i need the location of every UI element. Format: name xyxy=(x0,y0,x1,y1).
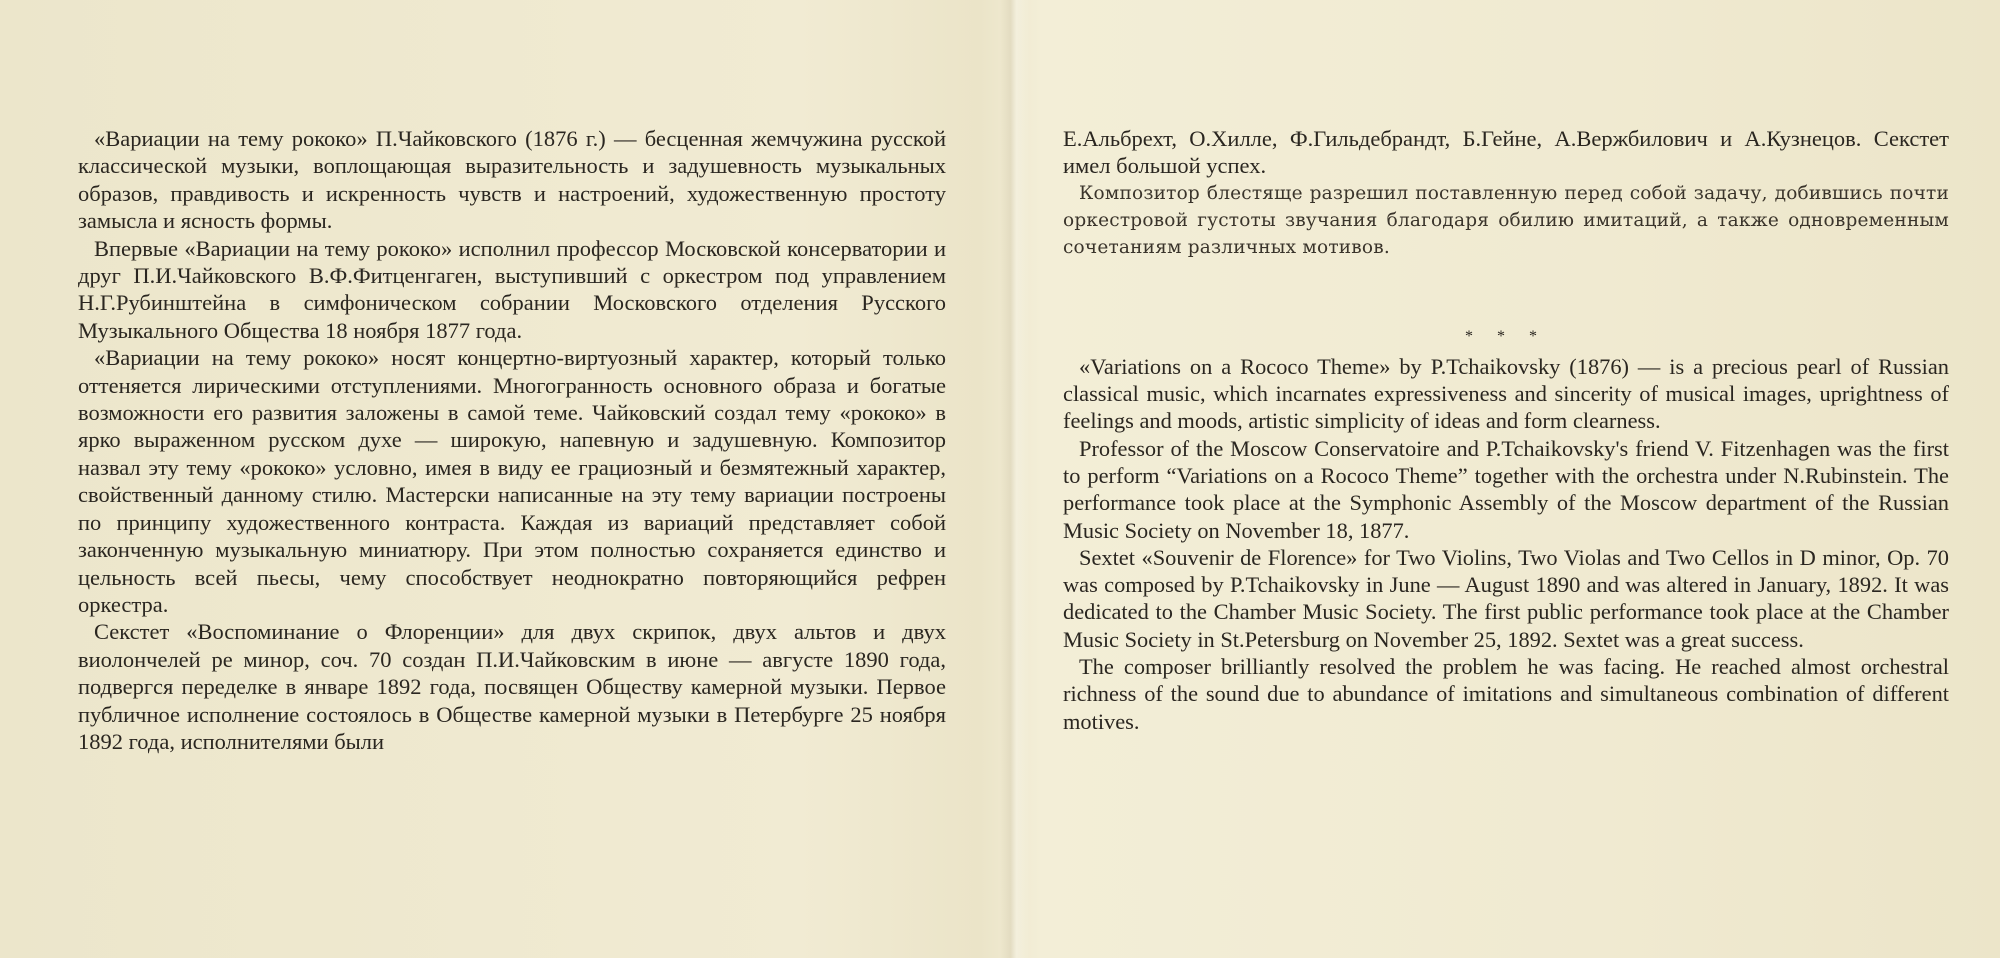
en-paragraph-4: The composer brilliantly resolved the problem he was facing. He reached almost orchestral richness of the sound due to abundance of imitations and simultaneous combination of different motives. xyxy=(1063,654,1949,734)
ru-final-paragraph: Композитор блестяще разрешил поставленную перед собой задачу, добившись почти оркестровой густоты звучания благодаря обилию имитаций, а также одновременным сочетаниям различных мотивов. xyxy=(1063,182,1949,258)
center-fold xyxy=(1000,0,1030,958)
ru-paragraph-2: Впервые «Вариации на тему рококо» исполнил профессор Московской консерватории и друг П.И.Чайковского В.Ф.Фитценгаген, выступивший с оркестром под управлением Н.Г.Рубинштейна в симфоническом собрании Московского отделения Русского Музыкального Общества 18 ноября 1877 года. xyxy=(78,235,946,343)
ru-continuation: Е.Альбрехт, О.Хилле, Ф.Гильдебрандт, Б.Гейне, А.Вержбилович и А.Кузнецов. Секстет имел большой успех. xyxy=(1063,126,1949,179)
en-paragraph-2: Professor of the Moscow Conservatoire and P.Tchaikovsky's friend V. Fitzenhagen was the first to perform “Variations on a Rococo Theme” together with the orchestra under N.Rubinstein. The performance took place at the Symphonic Assembly of the Moscow department of the Russian Music Society on November 18, 1877. xyxy=(1063,435,1949,543)
en-paragraph-3: Sextet «Souvenir de Florence» for Two Violins, Two Violas and Two Cellos in D minor, Op. 70 was composed by P.Tchaikovsky in June — August 1890 and was altered in January, 1892. It was dedicated to the Chamber Music Society. The first public performance took place at the Chamber Music Society in St.Petersburg on November 25, 1892. Sextet was a great success. xyxy=(1063,544,1949,652)
right-page xyxy=(1063,125,1949,735)
left-page xyxy=(78,125,946,755)
en-paragraph-1: «Variations on a Rococo Theme» by P.Tchaikovsky (1876) — is a precious pearl of Russian classical music, which incarnates expressiveness and sincerity of musical images, uprightness of feelings and moods, artistic simplicity of ideas and form clearness. xyxy=(1063,353,1949,434)
ru-paragraph-4: Секстет «Воспоминание о Флоренции» для двух скрипок, двух альтов и двух виолончелей ре минор, соч. 70 создан П.И.Чайковским в июне — августе 1890 года, подвергся переделке в январе 1892 года, посвящен Обществу камерной музыки. Первое публичное исполнение состоялось в Обществе камерной музыки в Петербурге 25 ноября 1892 года, исполнителями были xyxy=(78,619,946,754)
section-separator: * * * xyxy=(1465,327,1547,345)
ru-paragraph-3: «Вариации на тему рококо» носят концертно-виртуозный характер, который только оттеняется лирическими отступлениями. Многогранность основного образа и богатые возможности его развития заложены в самой теме. Чайковский создал тему «рококо» в ярко выраженном русском духе — широкую, напевную и задушевную. Композитор назвал эту тему «рококо» условно, имея в виду ее грациозный и безмятежный характер, свойственный данному стилю. Мастерски написанные на эту тему вариации построены по принципу художественного контраста. Каждая из вариаций представляет собой законченную музыкальную миниатюру. При этом полностью сохраняется единство и цельность всей пьесы, чему способствует неоднократно повторяющийся рефрен оркестра. xyxy=(78,345,946,617)
english-text xyxy=(1063,353,1949,735)
ru-paragraph-1: «Вариации на тему рококо» П.Чайковского (1876 г.) — бесценная жемчужина русской классической музыки, воплощающая выразительность и задушевность музыкальных образов, правдивость и искренность чувств и настроений, художественную простоту замысла и ясность формы. xyxy=(78,126,946,234)
